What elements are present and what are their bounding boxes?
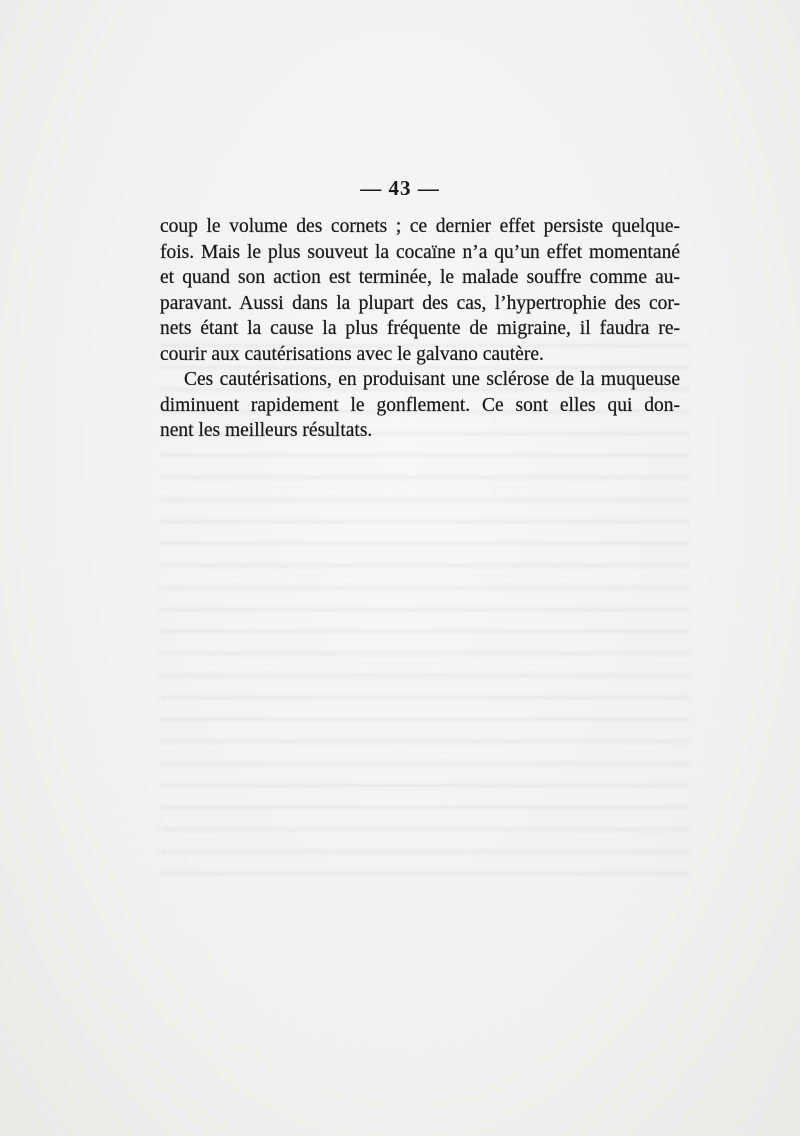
text-line: Ces cautérisations, en produisant une sclérose de la muqueuse	[184, 369, 680, 390]
text-line: diminuent rapidement le gonflement. Ce sont elles qui don-	[160, 394, 680, 416]
paragraph-2	[160, 367, 680, 444]
paragraph-1	[160, 214, 680, 367]
text-line: nets étant la cause la plus fréquente de migraine, il faudra re-	[160, 318, 680, 339]
text-line: coup le volume des cornets ; ce dernier effet persiste quelque-	[160, 216, 680, 237]
text-line: courir aux cautérisations avec le galvano cautère.	[160, 343, 544, 365]
text-line: paravant. Aussi dans la plupart des cas, l’hypertrophie des cor-	[160, 292, 680, 314]
text-line: et quand son action est terminée, le malade souffre comme au-	[160, 267, 680, 288]
body-text	[160, 214, 680, 444]
text-line: fois. Mais le plus souveut la cocaïne n’a qu’un effet momentané	[160, 241, 680, 263]
page-number: — 43 —	[360, 176, 440, 200]
text-line: nent les meilleurs résultats.	[160, 420, 373, 441]
